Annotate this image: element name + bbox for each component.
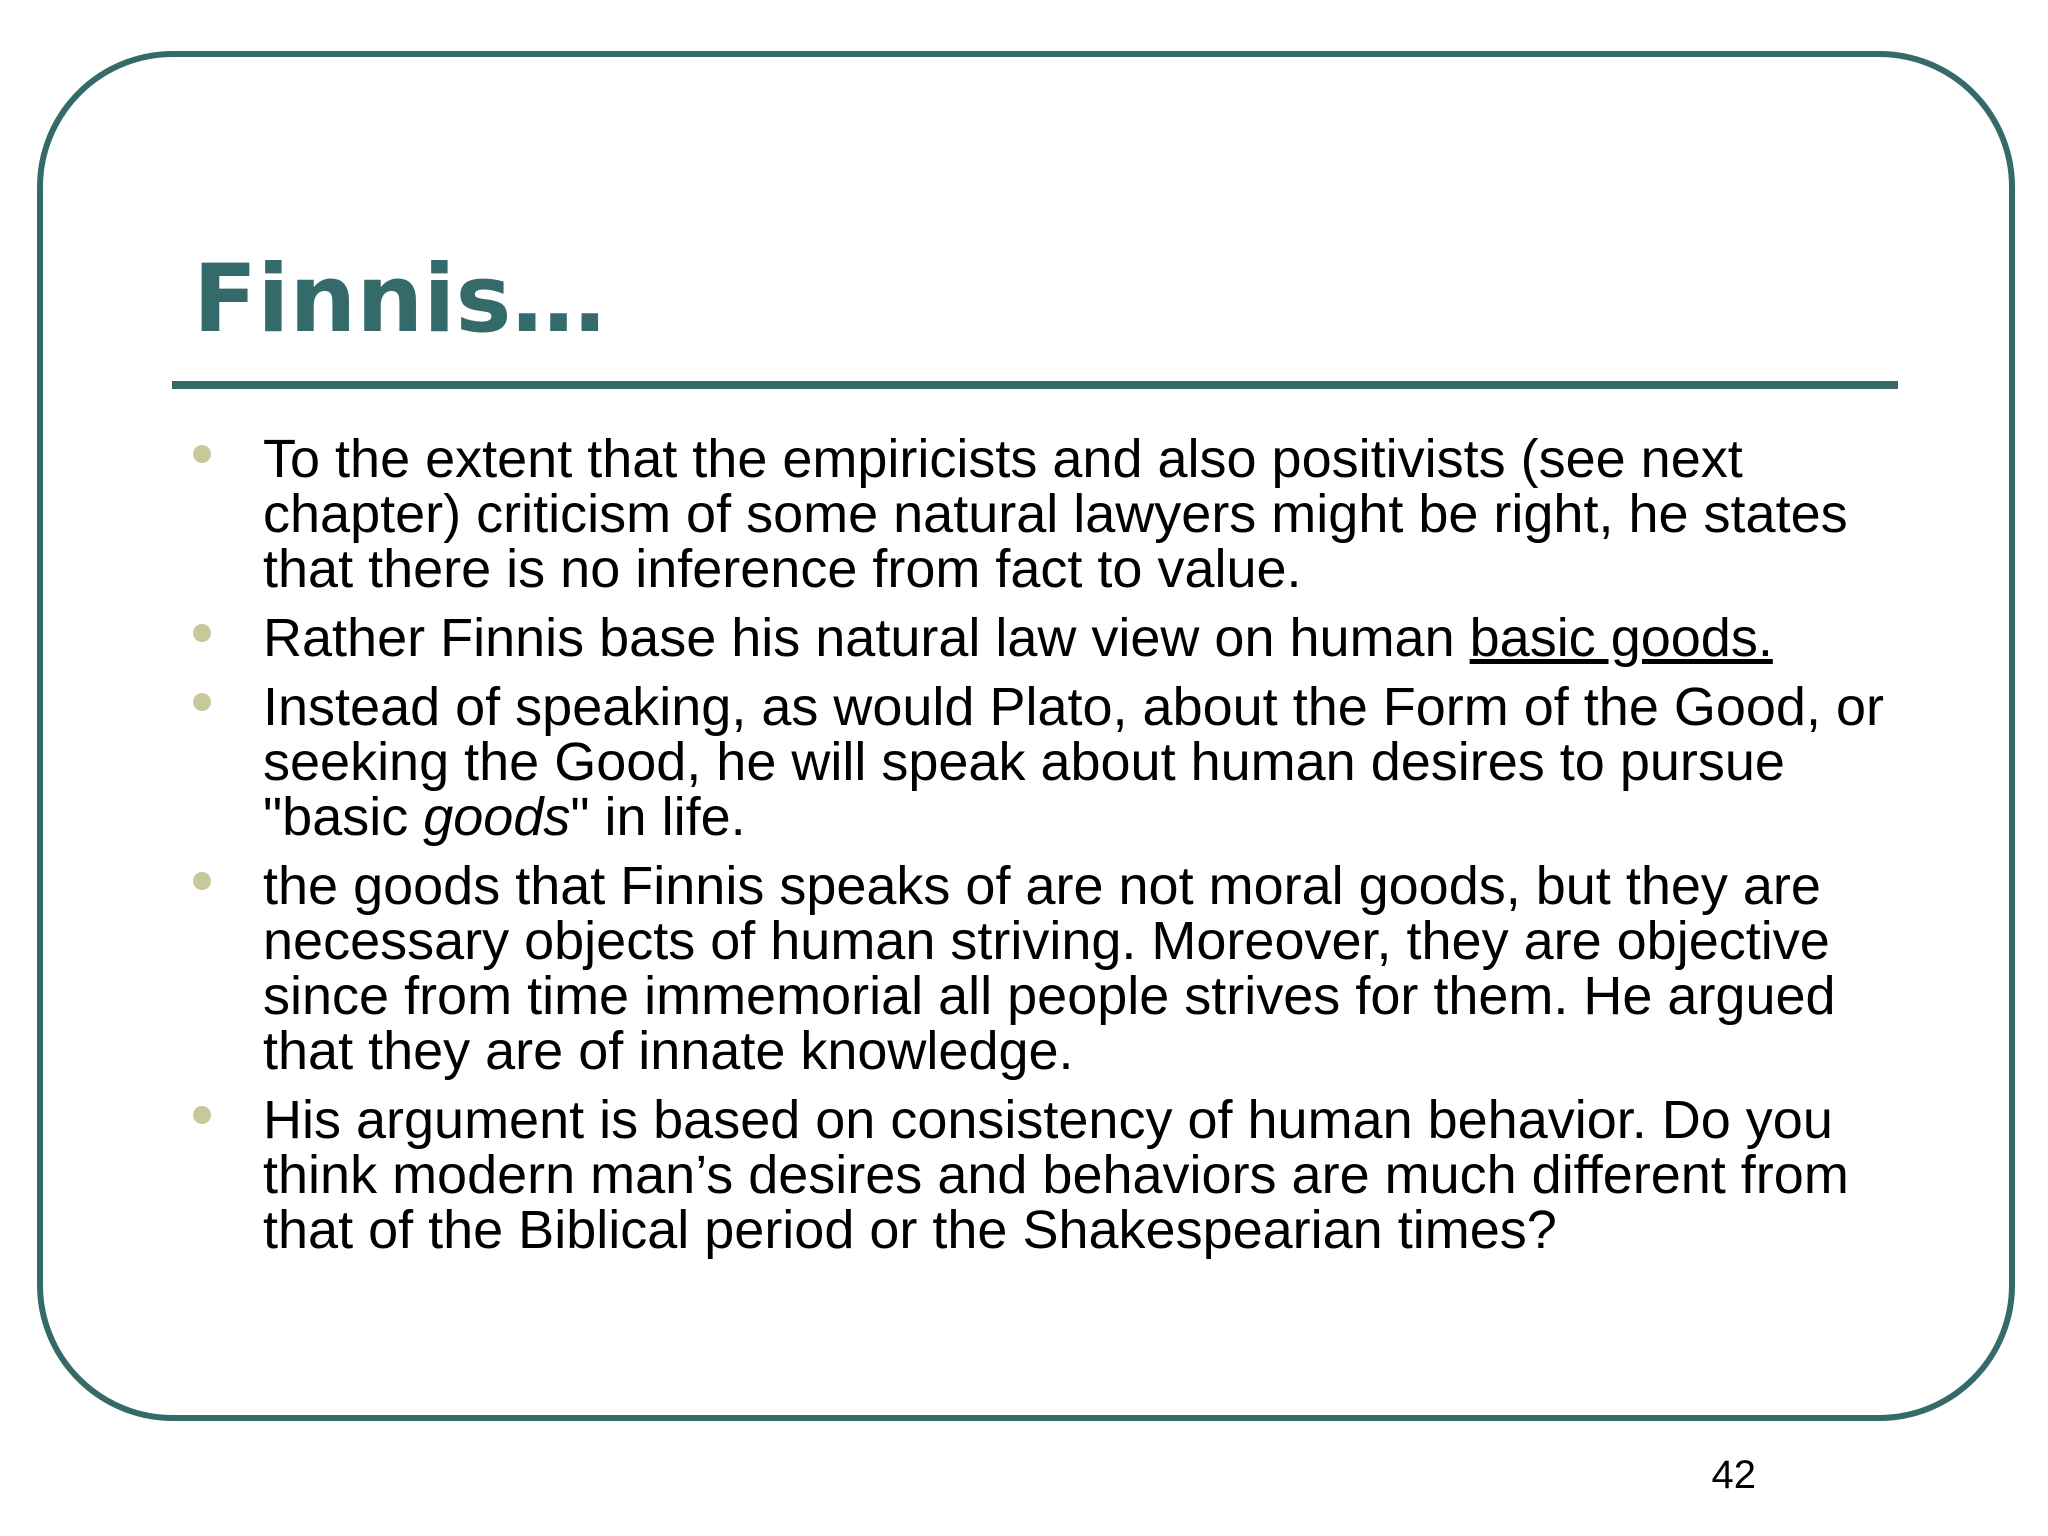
bullet-text: the goods that Finnis speaks of are not moral goods, but they are necessary objects of human striving. Moreover, they are objective since from time immemorial all people strives for them. He argued that they are of innate knowledge. (263, 856, 1836, 1081)
bullet-dot-icon (193, 1106, 211, 1124)
bullet-dot-icon (193, 624, 211, 642)
bullet-item (175, 856, 1895, 1081)
bullet-italic-text: goods (423, 787, 571, 847)
slide-title: Finnis… (193, 245, 606, 354)
bullet-text: Instead of speaking, as would Plato, about the Form of the Good, or seeking the Good, he will speak about human desires to pursue "basic (263, 677, 1884, 847)
page-number: 42 (1711, 1453, 1756, 1497)
bullet-underlined-text: basic goods. (1469, 608, 1773, 668)
bullet-item (175, 429, 1895, 599)
bullet-text-end: " in life. (570, 787, 746, 847)
bullet-dot-icon (193, 693, 211, 711)
bullet-text: His argument is based on consistency of human behavior. Do you think modern man’s desires and behaviors are much different from that of the Biblical period or the Shakespearian times? (263, 1090, 1849, 1260)
bullet-text: To the extent that the empiricists and also positivists (see next chapter) criticism of some natural lawyers might be right, he states that there is no inference from fact to value. (263, 429, 1848, 599)
bullet-item (175, 677, 1895, 847)
bullet-item (175, 1090, 1895, 1260)
bullet-text: Rather Finnis base his natural law view on human (263, 608, 1470, 668)
bullet-list (175, 429, 1895, 1272)
bullet-dot-icon (193, 872, 211, 890)
bullet-item (175, 608, 1895, 668)
bullet-dot-icon (193, 445, 211, 463)
title-rule (172, 381, 1898, 389)
